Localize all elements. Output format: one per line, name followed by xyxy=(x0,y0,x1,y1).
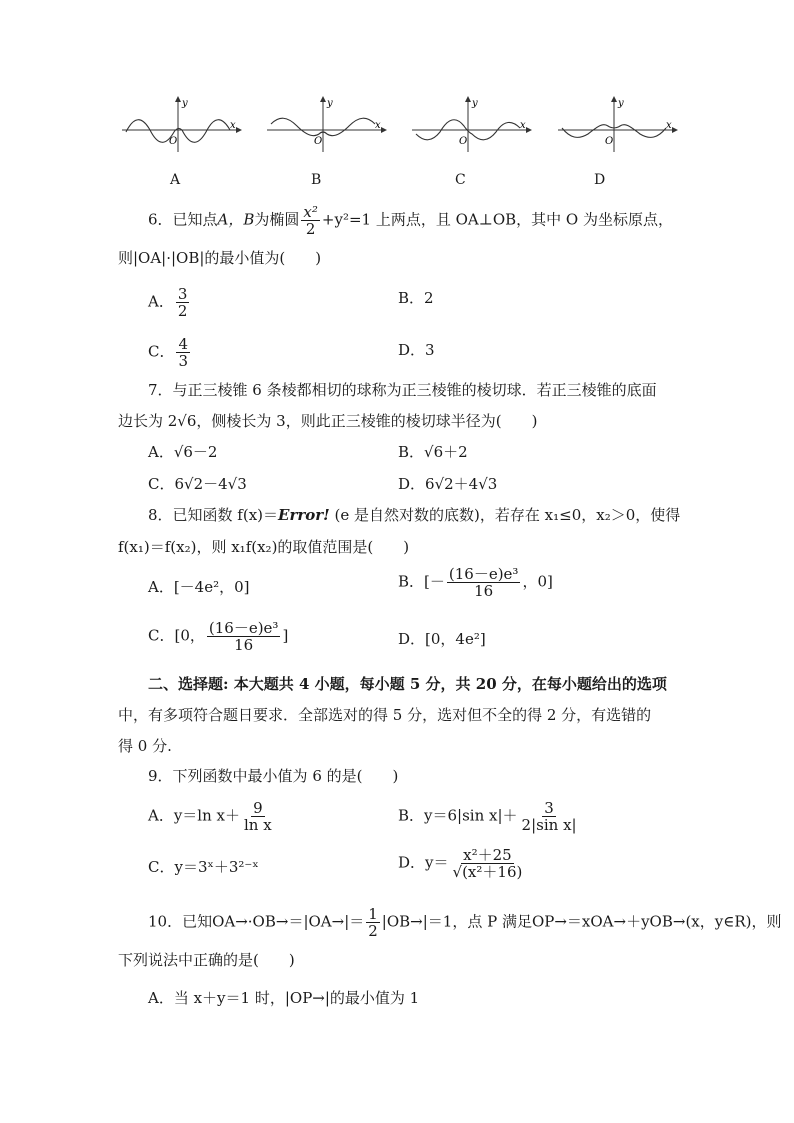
svg-text:y: y xyxy=(327,98,333,109)
q6-option-c: C． $\frac{4}{3}$ xyxy=(148,335,189,370)
function-graphs xyxy=(118,94,678,154)
section2-line1: 二、选择题: 本大题共 4 小题，每小题 5 分，共 20 分，在每小题给出的选项 xyxy=(148,675,667,693)
q10-stem-line2: 下列说法中正确的是( ) xyxy=(118,951,295,969)
q8-option-b: B．[－ $\frac{\text{(16－e)e³}}{16}$ ，0] xyxy=(398,565,553,600)
graph-d xyxy=(554,94,684,154)
q8-option-d: D．[0，4e²] xyxy=(398,630,486,648)
svg-text:O: O xyxy=(605,136,614,147)
q7-option-b: B．√6＋2 xyxy=(398,443,468,461)
svg-text:x: x xyxy=(230,120,236,131)
q8-stem-line2: f(x₁)＝f(x₂)，则 x₁f(x₂)的取值范围是( ) xyxy=(118,538,410,556)
q7-option-c: C．6√2－4√3 xyxy=(148,475,247,493)
q10-stem-line1: 10．已知OA→·OB→＝|OA→|＝ $\frac{1}{2}$ |OB→|＝1，点 P 满足OP→＝xOA→＋yOB→(x，y∈R)，则 xyxy=(148,905,782,940)
q8-option-c: C．[0， $\frac{\text{(16－e)e³}}{16}$ ] xyxy=(148,619,289,654)
svg-text:x: x xyxy=(666,120,672,131)
q7-stem-line2: 边长为 2√6，侧棱长为 3，则此正三棱锥的棱切球半径为( ) xyxy=(118,412,538,430)
section2-line2: 中，有多项符合题日要求．全部选对的得 5 分，选对但不全的得 2 分，有选错的 xyxy=(118,706,652,724)
q7-stem-line1: 7．与正三棱锥 6 条棱都相切的球称为正三棱锥的棱切球．若正三棱锥的底面 xyxy=(148,381,657,399)
graph-label-b: B xyxy=(311,172,322,188)
q6-option-b: B．2 xyxy=(398,289,434,307)
svg-text:y: y xyxy=(618,98,624,109)
svg-text:O: O xyxy=(459,136,468,147)
q9-option-d: D．y＝ $\frac{\text{x²＋25}}{\text{√(x²＋16)}}$ xyxy=(398,846,523,881)
graph-b xyxy=(263,94,393,154)
graph-label-a: A xyxy=(170,172,181,188)
svg-text:O: O xyxy=(169,136,178,147)
graph-label-c: C xyxy=(455,172,466,188)
q10-option-a: A．当 x＋y＝1 时，|OP→|的最小值为 1 xyxy=(148,989,420,1007)
q9-option-c: C．y＝3ˣ＋3²⁻ˣ xyxy=(148,858,259,876)
q9-stem: 9．下列函数中最小值为 6 的是( ) xyxy=(148,767,399,785)
q7-option-d: D．6√2＋4√3 xyxy=(398,475,498,493)
q6-option-a: A． $\frac{3}{2}$ xyxy=(148,285,188,320)
svg-text:x: x xyxy=(520,120,526,131)
svg-text:x: x xyxy=(375,120,381,131)
q6-ellipse-fraction: $\frac{\text{x²}}{2}$ xyxy=(303,203,318,238)
q6-option-d: D．3 xyxy=(398,341,435,359)
q9-option-b: B．y＝6|sin x|＋ $\frac{3}{\text{2|sin x|}}$ xyxy=(398,799,577,834)
q7-option-a: A．√6－2 xyxy=(148,443,218,461)
q6-stem-line2: 则|OA|·|OB|的最小值为( ) xyxy=(118,249,322,267)
svg-text:y: y xyxy=(182,98,188,109)
q9-option-a: A．y＝ln x＋ $\frac{9}{\text{ln x}}$ xyxy=(148,799,272,834)
q8-option-a: A．[－4e²，0] xyxy=(148,578,250,596)
svg-text:O: O xyxy=(314,136,323,147)
svg-text:y: y xyxy=(472,98,478,109)
graph-c xyxy=(408,94,538,154)
q6-stem-line1: 6．已知点A，B为椭圆 $\frac{\text{x²}}{2}$ +y²=1 上两点，且 OA⊥OB，其中 O 为坐标原点， xyxy=(148,203,674,238)
error-text: Error! xyxy=(278,506,330,524)
q8-stem-line1: 8．已知函数 f(x)＝Error! (e 是自然对数的底数)，若存在 x₁≤0，x₂＞0，使得 xyxy=(148,506,681,524)
graph-label-d: D xyxy=(594,172,606,188)
section2-line3: 得 0 分. xyxy=(118,737,172,755)
graph-a xyxy=(118,94,248,154)
